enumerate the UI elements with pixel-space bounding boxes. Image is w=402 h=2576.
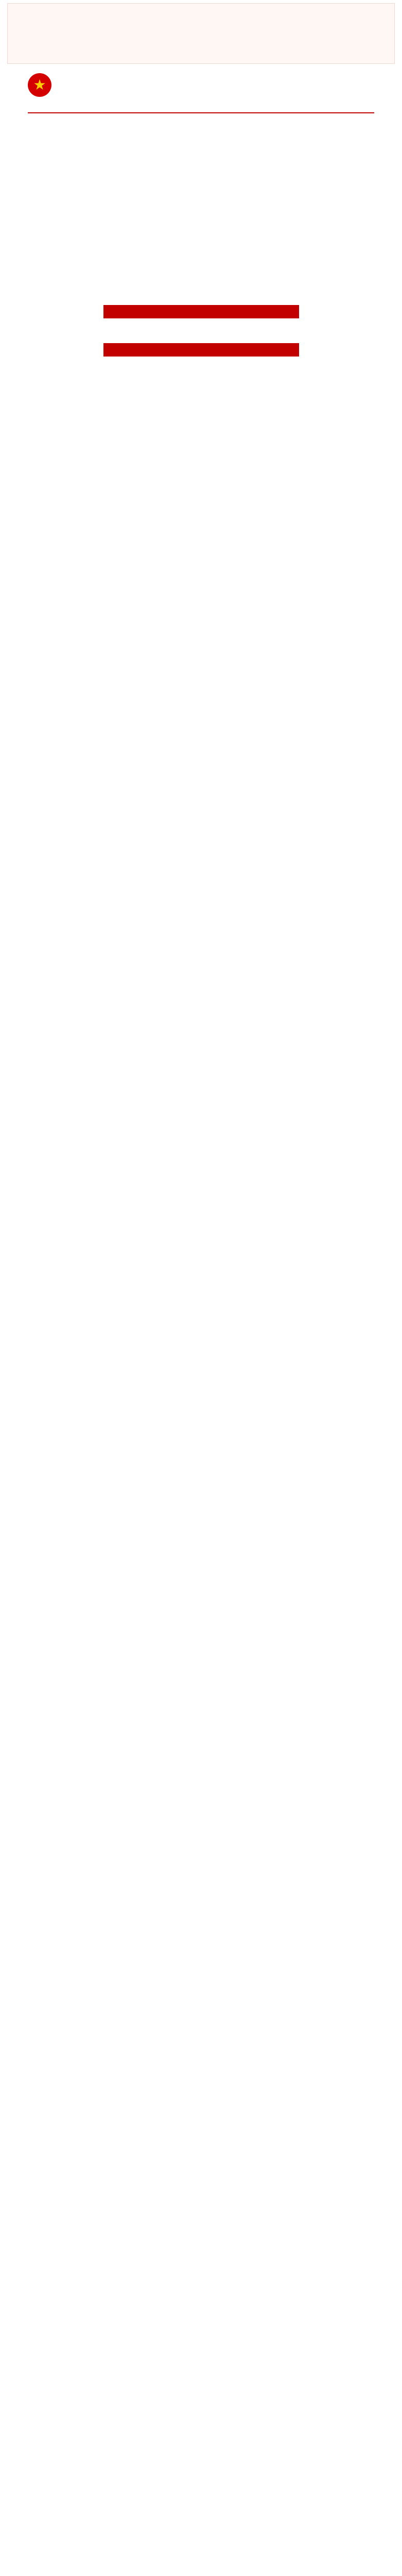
list-heading: [28, 328, 374, 338]
doc-heading: [28, 145, 374, 158]
doc-paragraph: [28, 224, 374, 235]
doc-paragraph: [28, 235, 374, 246]
red-divider: [28, 112, 374, 113]
list-banner: [103, 305, 299, 318]
intro-line-highlight: [16, 33, 386, 46]
doc-number: [28, 174, 374, 183]
intro-line: [16, 9, 386, 21]
doc-heading: [28, 162, 374, 174]
intro-box: [7, 3, 395, 64]
doc-signature: [28, 277, 374, 289]
page: [0, 3, 402, 2576]
doc-header-line: [28, 132, 374, 141]
official-document: [20, 73, 382, 300]
doc-paragraph: [28, 212, 374, 224]
doc-header-line: [28, 123, 374, 132]
doc-date: [28, 289, 374, 300]
doc-paragraph: [28, 190, 374, 201]
doc-attachment: [28, 266, 374, 277]
list-section-2: [20, 328, 382, 357]
doc-paragraph: [28, 201, 374, 212]
list-banner: [103, 343, 299, 357]
list-section-1: [20, 305, 382, 318]
intro-line: [16, 21, 386, 33]
footer-signature: [20, 361, 382, 372]
issuing-authority-title: [28, 100, 374, 109]
national-emblem-icon: ★: [28, 73, 51, 97]
intro-line: [16, 46, 386, 58]
doc-attachment: [28, 250, 374, 262]
